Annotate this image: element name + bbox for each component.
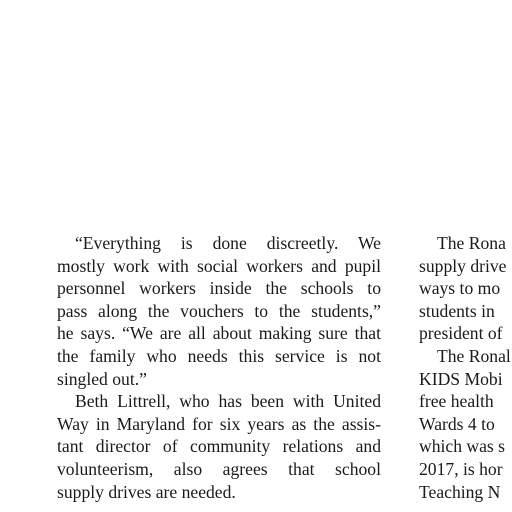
text-line: he says. “We are all about making sure that <box>57 323 381 344</box>
text-line: which was s <box>419 436 506 457</box>
text-line: volunteerism, also agrees that school <box>57 458 381 479</box>
text-line: supply drives are needed. <box>57 481 236 502</box>
right-article-column <box>419 232 512 503</box>
text-line: “Everything is done discreetly. We <box>75 233 381 253</box>
text-line: Beth Littrell, who has been with United <box>75 391 381 412</box>
text-line: personnel workers inside the schools to <box>57 278 381 299</box>
text-line: Wards 4 to <box>419 413 495 434</box>
text-line: supply drive <box>419 255 507 276</box>
text-line: ways to mo <box>419 278 501 299</box>
text-line: The Ronal <box>437 345 511 366</box>
text-line: Way in Maryland for six years as the assis- <box>57 413 381 434</box>
left-article-column <box>57 232 381 503</box>
text-line: 2017, is hor <box>419 458 503 479</box>
quote-paragraph <box>57 232 381 390</box>
text-line: free health <box>419 391 494 412</box>
text-line: Teaching N <box>419 481 501 502</box>
text-line: students in <box>419 300 495 321</box>
text-line: the family who needs this service is not <box>57 345 381 366</box>
littrell-paragraph <box>57 390 381 503</box>
text-line: pass along the vouchers to the students,” <box>57 300 381 321</box>
text-line: president of <box>419 323 503 344</box>
text-line: mostly work with social workers and pupil <box>57 255 381 276</box>
text-line: singled out.” <box>57 368 147 389</box>
text-line: KIDS Mobi <box>419 368 503 389</box>
text-line: tant director of community relations and <box>57 436 381 457</box>
text-line: The Rona <box>437 233 506 253</box>
